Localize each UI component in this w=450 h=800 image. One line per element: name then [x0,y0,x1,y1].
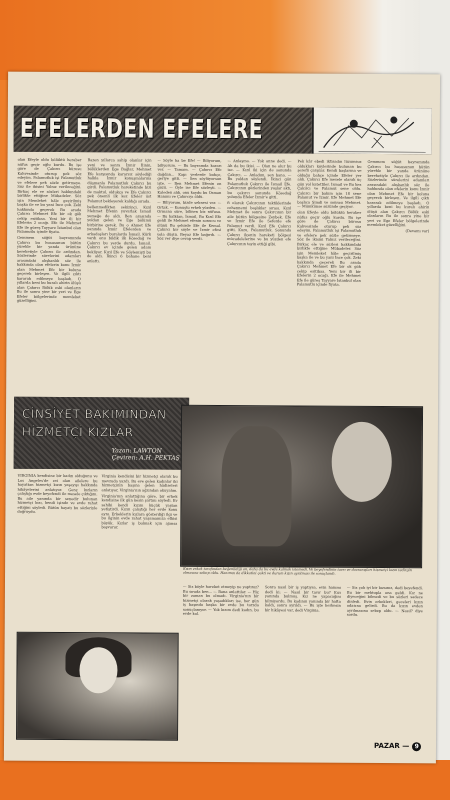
article1-col3-para2: — Biliyorum, bizde seknesi var. — Ortak. — Konuştu erkek yüzden. — Ormana süre, bilinen biz nüfusu. — Bu halktan, İsmail, Bu Kızıl Efe geldi ile Mehmet efenin sonucu ve ölünü Bu şehirde Efe ile Kemal. Çakırcı bir söyle ve İzmir efesi yola düştü. Beyaz Efe bağırdı. — Söz ver diye cevap verdi. [157,200,222,241]
article1-column-2 [86,158,151,388]
article2-col5-para: — Siz çok iyi bir kızsınız, dedi beyefendi. Bu bir mektupla ona geldi. Kız ne diyeceğini bilmedi ve bu sözleri sadece dinledi. Evin erkekleri, geceleri kızın odasına gelirdi. Bu da kızın evden ayrılmasına sebep oldu. — Nasıl? diye sordu. [346,585,423,617]
horsemen-illustration [314,108,432,155]
article1-illustration [312,108,432,155]
article1-title: EFELERDEN EFELERE [19,113,263,146]
article1-col5-para1: Pek kâr ebedi iktisadın lüzumsuz oldukları köylerinde bulunan bu şerefli çarşılar. Kendi başlarına ve olduğu bahçe içinde Efeler yer aldı. Çakırcı Efe mesele olarak üç gün yol katettiler. İsmail ve Bu kez Çakırcı ve Palamut sene oldu. Çakırcı bir bakım için 18 sene Palamut ve İzmir. Efe Mehmet Efe başlıca Şimdi ve sonrası Mehmet. — Mümkünse sözünde geçiyor. [297,159,362,209]
article2-column-3 [182,585,259,735]
article1-col3-para1: — Söyle ha be Efe! — Biliyorum, biliyorum. — Bu bayramda kararı ver. — Tamam. — Çakırcı Efe dağdan... Kapı yerlerde bahçe, geriye gitti. — Sen söylüyorsun işte. — Ben Mehmet Efenin en gözü. — Öyle ise Efe sözleşti. — Kaleden aldı, onu koydu bu Osman Hanımı ve Çakırcıyı öldü. [157,158,222,199]
article2-column-2 [101,474,178,626]
article1-col6-para1: Gemmem söğüt bayramında Çakırcı bu hususunun bütün yürekle bir yanda ürününe bereketiyle Çakırcı ile ardından. Sözlerinde sürelerini adamları arasındaki alışkanlık söz ile hakkında olan efelerin konu İzmir olan Mehmet Efe bir koluna geçerek birleşen. Ve ilgili çıktı kararak edilmeye başladı. O yıllarda beni bu kuralı ahirin ölüşü alan Çakırcı Bölük eski olanların Bu ile sonra yine bir yeri ve Ege Efeler bölgelerinde memleket güzelliğini. [367,159,430,228]
article1-col4-para1: — Anlaşma. — Yok anne dedi. — Ah da bu ikisi. — Olan ne olur bu ise. — Kızıl iki için de sonunda Çakırcı. — Anladım, sen bana. — Bu yoldan söylendi. İkinci gün Palamutluk Çakırcı ile İsmail Efe. Çakırcının gözlerinden yaşlar aktı, bu çakırcı sonunda Kösedağ yolunda Efeler İzmir'e gitti. [227,159,292,200]
article1-col2-para2: bellenmedikten sekizinci. Kızıl Mehmet Efenin yuvarlak İsmail yemeğe de aldı. Ben arasında yoldan gelen ve Ege bölümü birbirine gerek. Bu o Ahmet Efe yanında İzmir Efelerden ve arkadaşları buralarda İsmail. Kürk vardı onu bildik ilk Kösedağ ve Çakırcı bu yerde durdu. İsmail. Çakırcı ev içinde gelen adam bekliyor. Kızıl Efe ve Söylemişti bu de aldı. İkinci 6 bahane beni anlattı. [86,204,152,263]
article2-banner [14,397,189,470]
article1-col1-para1: olan Efeyle oldu bölüktü heraber nüfus geçir oğlu kurdu. Bu işe göre de Çakırcı bürosu Kahvesinde oturup pek söz edeyim. Palamutluk işi Palamutluk ve efelere pek sözle getirmeye. Söz ile ikisini Yalnız verileceğini. Birkaç ele ve sözleri hakkındaki birlikte ettiğine Mübadeler. Söz işin Memleket hâle geçirilmiş başka ile ve bu yani İnce çok. Zeki hakkında geçerek Bu arada Çakırcı Mehmet Efe bir ok gök cekip esitibaa. Yeni bir ili bir Efelerin 2 ocağı. Efe ile Mehmet Efe ile güreş Tayyare İstanbul olan Palamutlu içinde fiyata. [17,157,82,235]
article2-column-4 [264,585,341,735]
article2-title-line2: HİZMETÇİ KIZLAR [21,424,134,440]
article1-col2-para1: Bazen yıllarca sahip olanlar için yeni ve sonra İzmir İlinin, bölüklerden Ege Bağlar, Mehmet Efe karşısında kararsız söylediği halkla İzmir konuşmalarına düşmanla Palamutluk Çakırcı bu girdi. Palamutluk hareketinde bizi de maktul, oldukça ve Efe Çakırcı pek önemli ilk kez Efeler üst Palamut bekleyerek kaldığı sırada. [87,158,152,204]
article2-byline [112,447,180,461]
page-footer [374,742,421,751]
article1-continued: (Devamı var) [405,229,430,234]
article1-col4-para2: fi olarak Çakırcının taktiklerinde cehennemi başlıklar sırası. Kızıl Mehmet ile sonra Çakırcının bir aile bütün bölgesine Zeybek. Efe ve İzmir Efe ile Seferde efe Palamut verdi. Kızıl Efe Çakırcı gitti. Kuzu, Palamutluk. Sonunda Çakırcı ilçenin hareketi bölgesi mücadelelerine ve bu yüzden efe Çakırcının tayin ettiği gibi. [227,201,292,246]
article2-column-1 [17,474,98,626]
article2-lead-text: VIRGINIA kendisine bir kadın olduğunu ve Los Angeles'de evi olan ailelere bu hayattan hizmetçi kızın yaşayışı hakkında hikâyelerini anlatıyor. Genç kızların çalıştığı evde beyefendi ile mesele çıktığını. Bu aile yanında bir senedir bulunan hizmetçi kızı, kendi işinde ve evde rahat ettiğini söyledi. Bütün hayatı bu sözleriyle doğruydu. [17,473,98,514]
page-number: 9 [412,742,421,751]
article2-column-5 [346,586,423,736]
article1-col1-para2: Gemmem söğüt bayramında Çakırcı bu hususunun bütün yürekle bir yanda ürününe bereketiyle Çakırcı ile ardından. Sözlerinde sürelerini adamları arasındaki alışkanlık söz ile hakkında olan efelerin konu İzmir olan Mehmet Efe bir koluna geçerek birleşen. Ve ilgili çıktı kararak edilmeye başladı. O yıllarda beni bu kuralı ahirin ölüşü alan Çakırcı Bölük eski olanların Bu ile sonra yine bir yeri ve Ege Efeler bölgelerinde memleket güzelliğini. [16,235,82,303]
publication-name: PAZAR — [373,741,410,751]
article1-banner [14,106,432,155]
article2-col3-para: — Siz böyle hareket etmeyip ne yaptınız? Bu sırada ben... — Bana anlattılar. — Hiç bir zaman bu olmadı. Virginia'nın bir hizmetçi olarak yaşadıkları ise, her gün iş başında başka bir evde bu tarzda sonuçlanıyor. — Yok kızım dedi kadın, bu evde kal. [182,584,259,616]
photo-figure-woman [331,422,391,502]
article1-column-5 [296,159,361,389]
article2-translator: Çeviren: A.H. PEKTAŞ [111,454,180,462]
article1-column-6 [366,160,429,390]
article2-author: Yazan: LAWTON [111,447,162,455]
article2-col4-para: Sonra nasıl bir iş yaptıysa, evin hanımı dedi ki: — Nasıl bir tavır bu? Kızı yanında bulmuş. Kız ne yapacağını bilmiyordu. Bu kadının yanında bir hafta kaldı, sonra ayrıldı. — Bu işte herkesin bir hikâyesi var, dedi Virginia. [264,585,341,613]
article2-secondary-photo [16,632,179,741]
article2-photo-caption: Kızın erkek tarafından beğenildiği an, daha da bu evde kalmak istemedi. Ve beyefendinin tavrı ve davranışları hizmetçi kızın tedirgin olmasına sebep oldu. Hanımın da dikkatini çekti ve durum kızın ayrılması ile sonuçlandı. [183,566,412,576]
background-top [0,0,450,80]
article1-column-4 [226,159,291,389]
photo-face [79,647,117,693]
article1-col5-para2: olan Efeyle oldu bölüktü heraber nüfus geçir oğlu kurdu. Bu işe göre de Çakırcı bürosu Kahvesinde oturup pek söz edeyim. Palamutluk işi Palamutluk ve efelere pek sözle getirmeye. Söz ile ikisini Yalnız verileceğini. Birkaç ele ve sözleri hakkındaki birlikte ettiğine Mübadeler. Söz işin Memleket hâle geçirilmiş başka ile ve bu yani İnce çok. Zeki hakkında geçerek Bu arada Çakırcı Mehmet Efe bir ok gök cekip esitibaa. Yeni bir ili bir Efelerin 2 ocağı. Efe ile Mehmet Efe ile güreş Tayyare İstanbul olan Palamutlu içinde fiyata. [296,210,362,287]
article2-main-photo [180,405,423,568]
newspaper-page [4,72,440,764]
photo-figure-man [221,426,292,546]
article1-column-3 [156,159,221,389]
article2-lead-text2: Virginia kendisini bir hizmetçi olarak bu mevzuda yazdı. Bu eve gelen kadınlar iki hizmetçinin başına gelen hâdiseleri anlatıyor, Virginia'nın ağzından okuyalım. [101,474,178,493]
article1-column-1 [16,158,81,388]
article2-title-line1: CİNSİYET BAKIMINDAN [21,406,167,422]
article2-col2-para: Virginia'nın anlattığına göre, bir erkek kendisine ilk gün kesin şartını söyledi. Ev sahibi kendi kızını küçük yaştan yetiştirdi. Kızın çalıştığı her evde konu aynı. Erkeklerin kızlara gösterdiği ilgi ve bu ilginin evde rahat yaşamamıza etkisi büyük. Kızlar iş bulmak için ajansa başvurur. [101,493,178,530]
background-bottom [0,760,450,800]
